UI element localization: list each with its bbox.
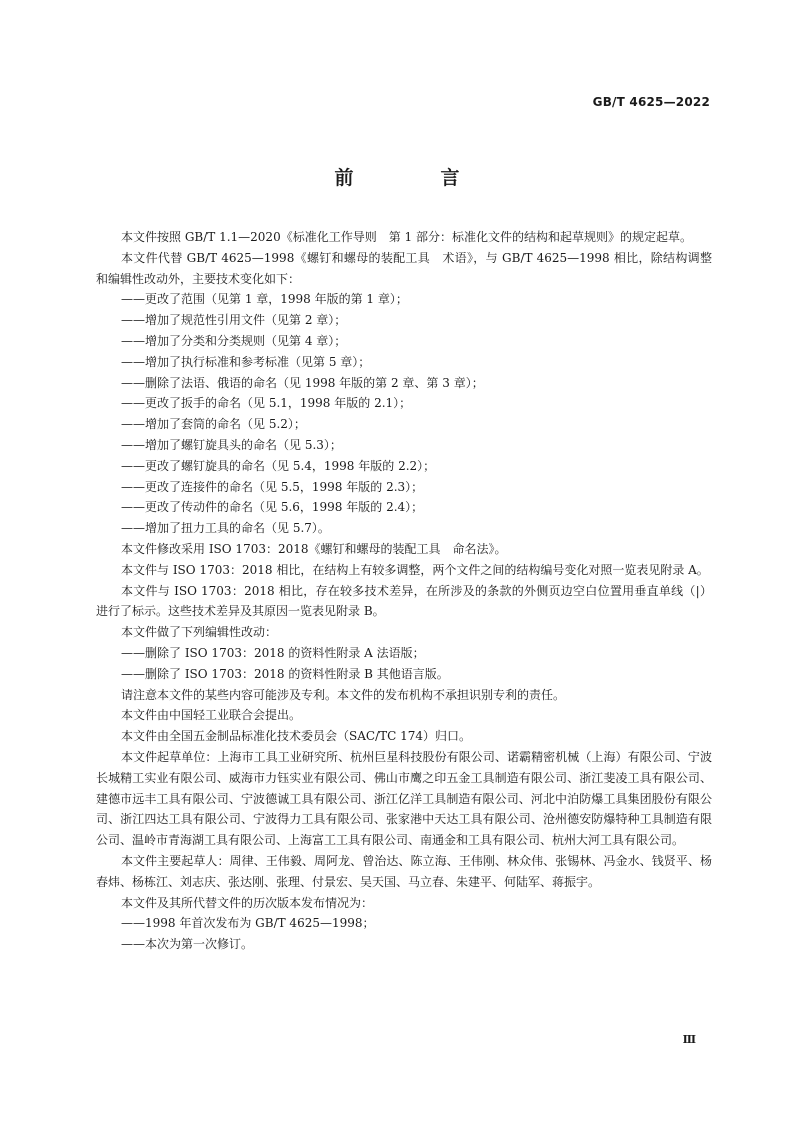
standard-code: GB/T 4625—2022 <box>592 95 710 109</box>
list-item: ——更改了连接件的命名（见 5.5，1998 年版的 2.3）； <box>121 479 424 494</box>
list-item: ——更改了扳手的命名（见 5.1，1998 年版的 2.1）； <box>121 396 412 411</box>
list-item: ——增加了规范性引用文件（见第 2 章）； <box>121 313 347 328</box>
list-item: ——本次为第一次修订。 <box>121 937 254 952</box>
paragraph: 本文件代替 GB/T 4625—1998《螺钉和螺母的装配工具 术语》，与 GB/T 4625—1998 相比，除结构调整和编辑性改动外，主要技术变化如下： <box>96 250 712 286</box>
paragraph: 本文件及其所代替文件的历次版本发布情况为： <box>121 895 374 910</box>
list-item: ——更改了螺钉旋具的命名（见 5.4，1998 年版的 2.2）； <box>121 458 436 473</box>
list-item: ——删除了法语、俄语的命名（见 1998 年版的第 2 章、第 3 章）； <box>121 375 484 390</box>
paragraph: 本文件修改采用 ISO 1703：2018《螺钉和螺母的装配工具 命名法》。 <box>121 541 507 556</box>
paragraph: 本文件与 ISO 1703：2018 相比，存在较多技术差异，在所涉及的条款的外侧页边空白位置用垂直单线（|）进行了标示。这些技术差异及其原因一览表见附录 B。 <box>96 583 712 619</box>
paragraph: 本文件主要起草人：周律、王伟毅、周阿龙、曾治达、陈立海、王伟刚、林众伟、张锡林、冯金水、钱贤平、杨春炜、杨栋江、刘志庆、张达刚、张理、付景宏、吴天国、马立春、朱建平、何陆军、蒋振宇。 <box>96 853 712 889</box>
list-item: ——增加了扭力工具的命名（见 5.7）。 <box>121 521 330 536</box>
list-item: ——增加了执行标准和参考标准（见第 5 章）； <box>121 354 371 369</box>
paragraph: 本文件起草单位：上海市工具工业研究所、杭州巨星科技股份有限公司、诺霸精密机械（上海）有限公司、宁波长城精工实业有限公司、威海市力钰实业有限公司、佛山市鹰之印五金工具制造有限公司、浙江斐凌工具有限公司、建德市远丰工具有限公司、宁波德诚工具有限公司、浙江亿洋工具制造有限公司、河北中泊防爆工具集团股份有限公司、浙江四达工具有限公司、宁波得力工具有限公司、张家港中天达工具有限公司、沧州德安防爆特种工具制造有限公司、温岭市青海湖工具有限公司、上海富工工具有限公司、南通金和工具有限公司、杭州大河工具有限公司。 <box>96 749 712 848</box>
list-item: ——更改了传动件的命名（见 5.6，1998 年版的 2.4）； <box>121 500 424 515</box>
list-item: ——更改了范围（见第 1 章，1998 年版的第 1 章）； <box>121 292 408 307</box>
paragraph: 本文件做了下列编辑性改动： <box>121 625 278 640</box>
page-number: Ⅲ <box>682 1033 696 1046</box>
list-item: ——删除了 ISO 1703：2018 的资料性附录 B 其他语言版。 <box>121 666 449 681</box>
list-item: ——删除了 ISO 1703：2018 的资料性附录 A 法语版； <box>121 645 425 660</box>
paragraph: 本文件按照 GB/T 1.1—2020《标准化工作导则 第 1 部分：标准化文件的结构和起草规则》的规定起草。 <box>121 230 692 244</box>
paragraph: 请注意本文件的某些内容可能涉及专利。本文件的发布机构不承担识别专利的责任。 <box>121 687 566 702</box>
paragraph: 本文件与 ISO 1703：2018 相比，在结构上有较多调整，两个文件之间的结构编号变化对照一览表见附录 A。 <box>121 562 709 577</box>
list-item: ——1998 年首次发布为 GB/T 4625—1998； <box>121 916 375 931</box>
paragraph: 本文件由中国轻工业联合会提出。 <box>121 708 302 723</box>
list-item: ——增加了套筒的命名（见 5.2）； <box>121 417 306 432</box>
document-body <box>96 227 712 955</box>
list-item: ——增加了分类和分类规则（见第 4 章）； <box>121 333 347 348</box>
list-item: ——增加了螺钉旋具头的命名（见 5.3）； <box>121 437 342 452</box>
page-title: 前 言 <box>334 167 494 189</box>
paragraph: 本文件由全国五金制品标准化技术委员会（SAC/TC 174）归口。 <box>121 729 472 744</box>
